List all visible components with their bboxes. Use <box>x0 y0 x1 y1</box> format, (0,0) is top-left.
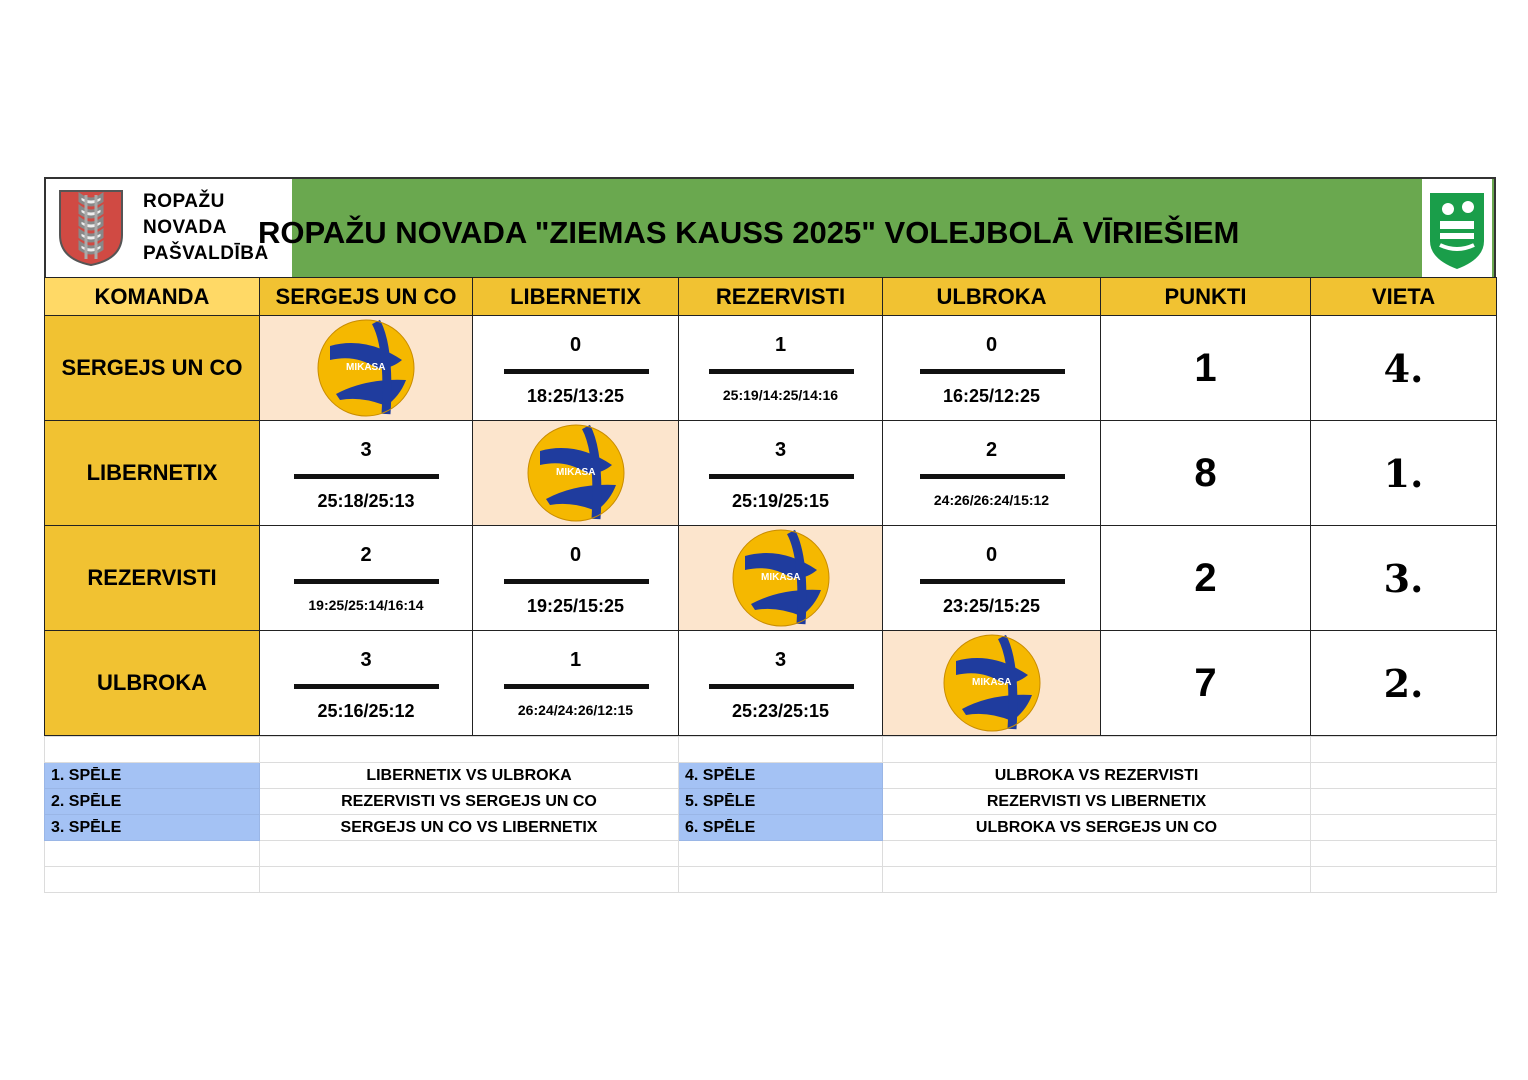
ball-brand-label: MIKASA <box>971 677 1011 688</box>
team-row <box>45 526 1497 631</box>
empty-cell <box>1311 789 1497 815</box>
game-label: 1. SPĒLE <box>45 763 260 789</box>
team-row <box>45 421 1497 526</box>
match-result-vs-ulbroka <box>883 316 1101 421</box>
standings-sheet <box>44 177 1496 893</box>
match-result-vs-libernetix <box>473 526 679 631</box>
sets-won: 3 <box>774 649 787 671</box>
sets-won: 1 <box>569 649 582 671</box>
set-scores: 24:26/26:24/15:12 <box>933 492 1050 508</box>
sets-won: 3 <box>774 439 787 461</box>
match-result-vs-rezervisti <box>679 631 883 736</box>
game-matchup: ULBROKA VS REZERVISTI <box>883 763 1311 789</box>
match-result-vs-sergejs <box>260 631 473 736</box>
ball-brand-label: MIKASA <box>555 467 595 478</box>
spacer-row <box>45 841 1497 867</box>
match-result-vs-ulbroka <box>883 526 1101 631</box>
empty-cell <box>1311 763 1497 789</box>
set-scores: 16:25/12:25 <box>942 386 1041 406</box>
set-scores: 25:19/14:25/14:16 <box>722 387 839 403</box>
match-result-vs-libernetix <box>473 316 679 421</box>
sport-shield-logo <box>1422 179 1492 277</box>
empty-cell <box>1311 815 1497 841</box>
score-divider <box>294 684 439 689</box>
set-scores: 25:19/25:15 <box>731 491 830 511</box>
volleyball-icon <box>316 318 416 418</box>
score-divider <box>504 579 649 584</box>
team-name: LIBERNETIX <box>45 421 260 526</box>
sets-won: 2 <box>360 544 372 566</box>
col-header-points: PUNKTI <box>1101 278 1311 316</box>
grid-body <box>45 316 1497 736</box>
schedule-row <box>45 815 1497 841</box>
team-name: REZERVISTI <box>45 526 260 631</box>
score-divider <box>294 579 439 584</box>
score-divider <box>920 369 1065 374</box>
set-scores: 26:24/24:26/12:15 <box>517 702 634 718</box>
game-schedule <box>44 736 1497 893</box>
game-matchup: ULBROKA VS SERGEJS UN CO <box>883 815 1311 841</box>
game-label: 3. SPĒLE <box>45 815 260 841</box>
col-header-team: KOMANDA <box>45 278 260 316</box>
game-label: 4. SPĒLE <box>679 763 883 789</box>
logo-text <box>143 189 269 267</box>
sets-won: 0 <box>569 334 582 356</box>
match-result-vs-rezervisti <box>679 421 883 526</box>
game-matchup: REZERVISTI VS LIBERNETIX <box>883 789 1311 815</box>
team-points: 7 <box>1101 631 1311 736</box>
team-points: 2 <box>1101 526 1311 631</box>
team-name: SERGEJS UN CO <box>45 316 260 421</box>
ball-brand-label: MIKASA <box>760 572 800 583</box>
set-scores: 19:25/25:14/16:14 <box>308 597 424 613</box>
logo-line-3: PAŠVALDĪBA <box>143 243 269 264</box>
score-divider <box>504 684 649 689</box>
self-match-cell <box>679 526 883 631</box>
volleyball-icon <box>731 528 831 628</box>
score-divider <box>709 474 854 479</box>
logo-line-1: ROPAŽU <box>143 191 225 212</box>
team-row <box>45 631 1497 736</box>
col-header-place: VIETA <box>1311 278 1497 316</box>
spacer-row <box>45 737 1497 763</box>
self-match-cell <box>473 421 679 526</box>
col-header-libernetix: LIBERNETIX <box>473 278 679 316</box>
team-row <box>45 316 1497 421</box>
game-label: 5. SPĒLE <box>679 789 883 815</box>
title-bar <box>44 177 1496 277</box>
sets-won: 1 <box>774 334 787 356</box>
team-name: ULBROKA <box>45 631 260 736</box>
score-divider <box>504 369 649 374</box>
col-header-sergejs: SERGEJS UN CO <box>260 278 473 316</box>
schedule-body <box>45 763 1497 841</box>
game-label: 2. SPĒLE <box>45 789 260 815</box>
schedule-row <box>45 789 1497 815</box>
sport-shield-icon <box>1422 179 1492 277</box>
game-matchup: LIBERNETIX VS ULBROKA <box>260 763 679 789</box>
ball-brand-label: MIKASA <box>346 362 386 373</box>
page-title: ROPAŽU NOVADA "ZIEMAS KAUSS 2025" VOLEJBOLĀ VĪRIEŠIEM <box>258 215 1240 250</box>
results-grid <box>44 277 1497 736</box>
col-header-ulbroka: ULBROKA <box>883 278 1101 316</box>
set-scores: 25:23/25:15 <box>731 701 830 721</box>
schedule-row <box>45 763 1497 789</box>
set-scores: 18:25/13:25 <box>526 386 625 406</box>
game-matchup: REZERVISTI VS SERGEJS UN CO <box>260 789 679 815</box>
score-divider <box>920 579 1065 584</box>
team-place: 1. <box>1311 421 1497 526</box>
set-scores: 25:18/25:13 <box>317 491 415 511</box>
sets-won: 0 <box>985 544 998 566</box>
spacer-row <box>45 867 1497 893</box>
score-divider <box>920 474 1065 479</box>
set-scores: 19:25/15:25 <box>526 596 625 616</box>
municipality-logo <box>46 179 292 277</box>
col-header-rezervisti: REZERVISTI <box>679 278 883 316</box>
sets-won: 2 <box>985 439 998 461</box>
logo-line-2: NOVADA <box>143 217 227 238</box>
team-place: 3. <box>1311 526 1497 631</box>
match-result-vs-sergejs <box>260 526 473 631</box>
sets-won: 0 <box>985 334 998 356</box>
set-scores: 23:25/15:25 <box>942 596 1041 616</box>
sets-won: 3 <box>360 649 372 671</box>
team-points: 1 <box>1101 316 1311 421</box>
score-divider <box>294 474 439 479</box>
coat-of-arms-icon <box>58 189 124 267</box>
match-result-vs-rezervisti <box>679 316 883 421</box>
sets-won: 0 <box>569 544 582 566</box>
team-place: 4. <box>1311 316 1497 421</box>
team-place: 2. <box>1311 631 1497 736</box>
match-result-vs-ulbroka <box>883 421 1101 526</box>
volleyball-icon <box>526 423 626 523</box>
self-match-cell <box>883 631 1101 736</box>
team-points: 8 <box>1101 421 1311 526</box>
self-match-cell <box>260 316 473 421</box>
match-result-vs-sergejs <box>260 421 473 526</box>
score-divider <box>709 369 854 374</box>
set-scores: 25:16/25:12 <box>317 701 415 721</box>
score-divider <box>709 684 854 689</box>
volleyball-icon <box>942 633 1042 733</box>
game-label: 6. SPĒLE <box>679 815 883 841</box>
match-result-vs-libernetix <box>473 631 679 736</box>
grid-header-row <box>45 278 1497 316</box>
game-matchup: SERGEJS UN CO VS LIBERNETIX <box>260 815 679 841</box>
sets-won: 3 <box>360 439 372 461</box>
